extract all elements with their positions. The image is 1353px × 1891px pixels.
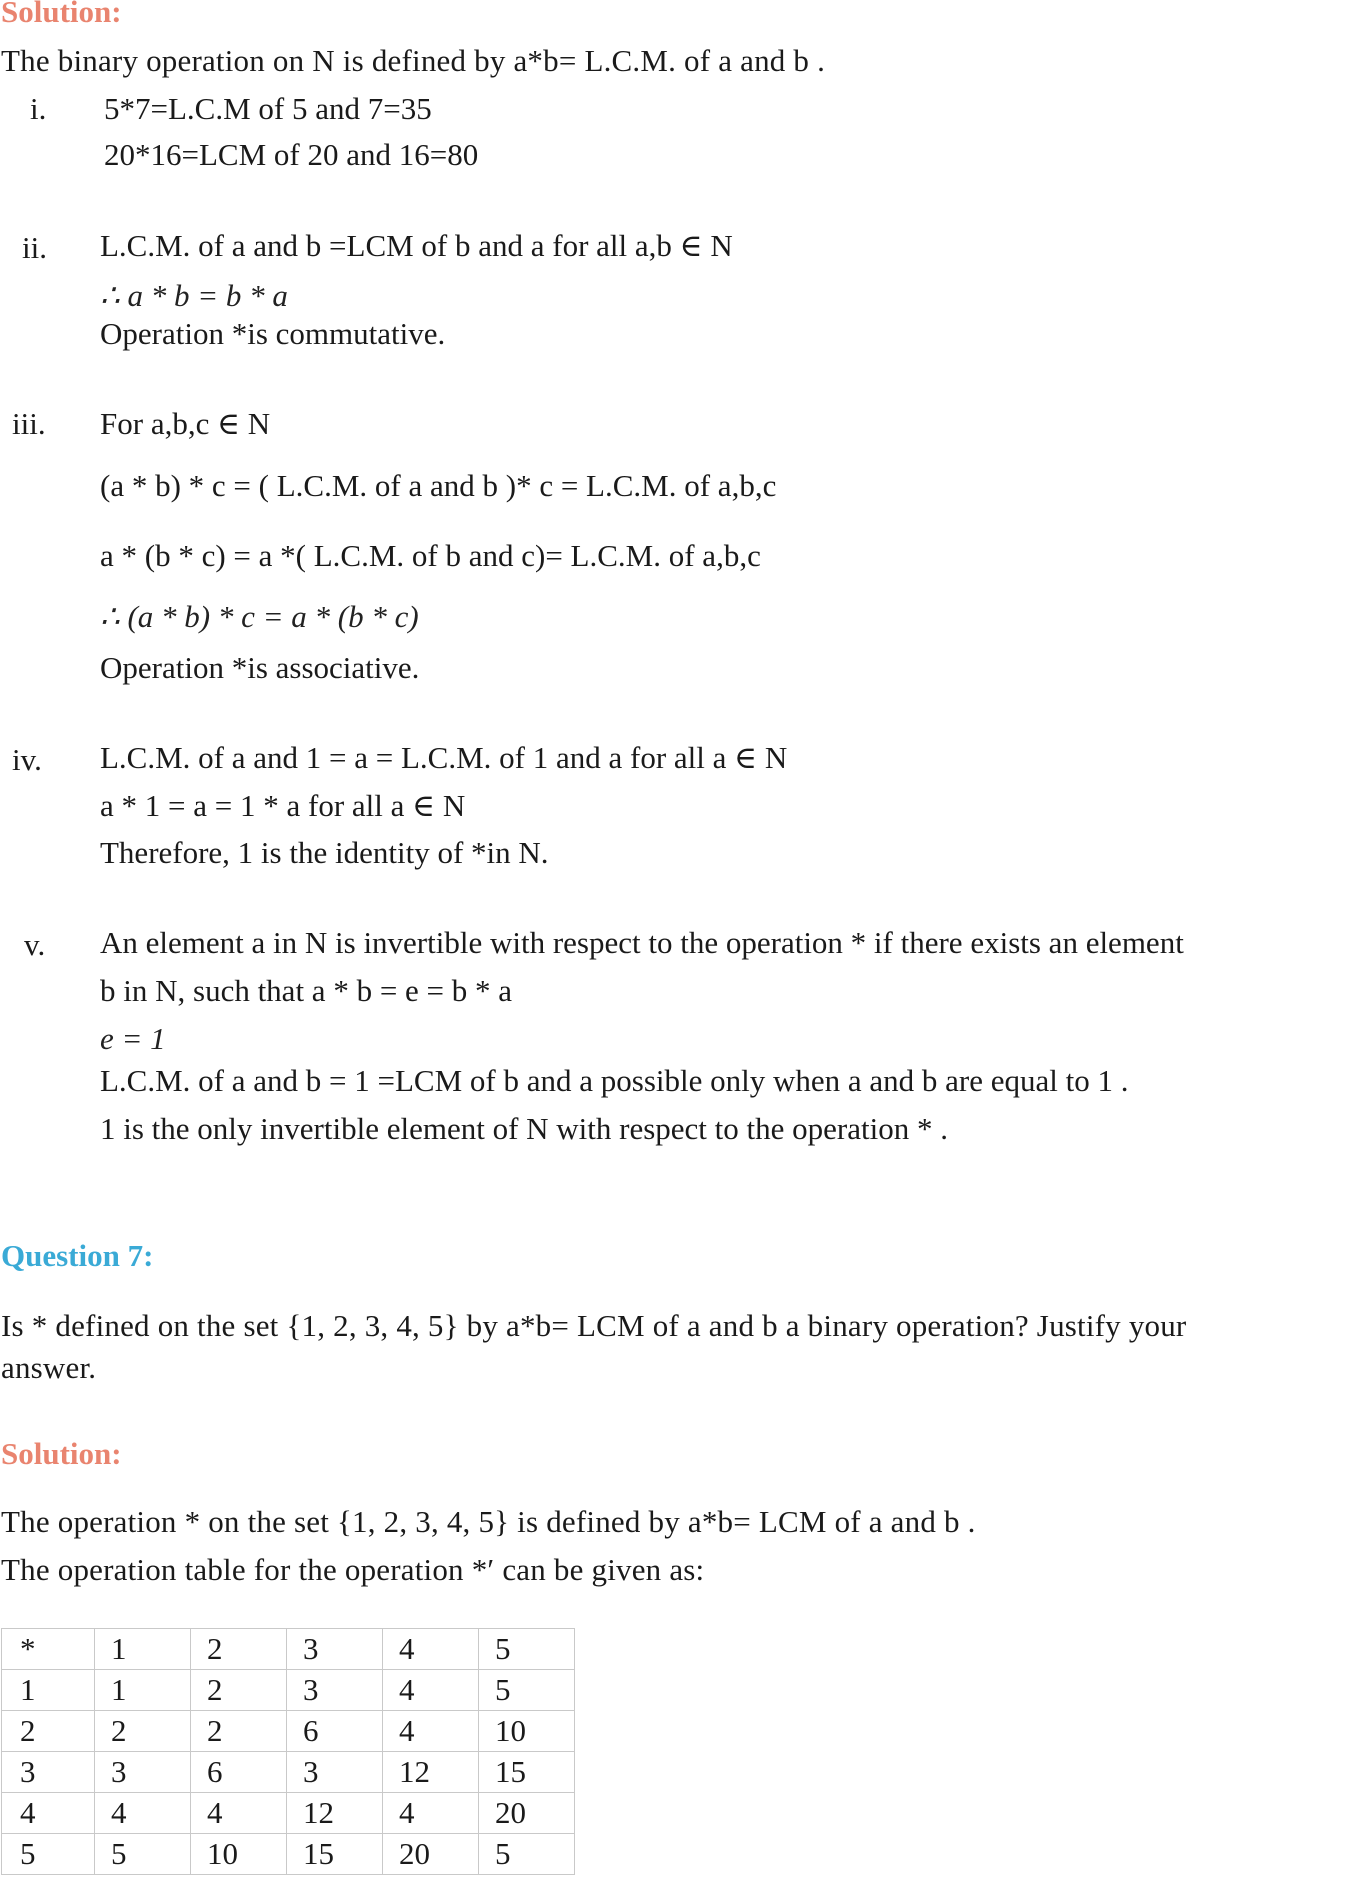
table-cell: 15: [479, 1752, 575, 1793]
part-line: 5*7=L.C.M of 5 and 7=35: [104, 91, 432, 126]
table-cell: 4: [383, 1670, 479, 1711]
part-line: L.C.M. of a and b =LCM of b and a for all a,b ∈ N: [100, 228, 733, 263]
solution-text: The operation * on the set {1, 2, 3, 4, 5} is defined by a*b= LCM of a and b .: [1, 1504, 976, 1539]
part-line: b in N, such that a * b = e = b * a: [100, 973, 513, 1008]
table-cell: 2: [95, 1711, 191, 1752]
part-line: 20*16=LCM of 20 and 16=80: [104, 137, 479, 172]
table-cell: 1: [2, 1670, 95, 1711]
table-cell: 15: [287, 1834, 383, 1875]
part-line: Operation *is associative.: [100, 650, 420, 685]
table-cell: 5: [2, 1834, 95, 1875]
table-cell: 3: [287, 1629, 383, 1670]
part-number: ii.: [22, 230, 47, 265]
table-cell: 20: [383, 1834, 479, 1875]
table-cell: 1: [95, 1670, 191, 1711]
table-cell: 3: [2, 1752, 95, 1793]
table-row: [2, 1711, 575, 1752]
table-cell: 6: [287, 1711, 383, 1752]
part-line: For a,b,c ∈ N: [100, 406, 271, 441]
table-cell: 3: [95, 1752, 191, 1793]
table-cell: 5: [479, 1834, 575, 1875]
table-row: [2, 1629, 575, 1670]
part-line: L.C.M. of a and 1 = a = L.C.M. of 1 and a for all a ∈ N: [100, 740, 788, 775]
table-cell: 6: [191, 1752, 287, 1793]
solution-intro: The binary operation on N is defined by a*b= L.C.M. of a and b .: [1, 43, 826, 78]
part-line: 1 is the only invertible element of N with respect to the operation * .: [100, 1111, 948, 1146]
table-cell: 10: [479, 1711, 575, 1752]
part-math: ∴ a * b = b * a: [100, 278, 288, 313]
table-cell: 5: [479, 1670, 575, 1711]
part-number: iii.: [12, 406, 46, 441]
question-text: answer.: [1, 1350, 97, 1385]
part-line: Therefore, 1 is the identity of *in N.: [100, 835, 549, 870]
part-line: (a * b) * c = ( L.C.M. of a and b )* c = L.C.M. of a,b,c: [100, 468, 777, 503]
table-cell: 2: [191, 1670, 287, 1711]
table-cell: 20: [479, 1793, 575, 1834]
solution-text: The operation table for the operation *′ can be given as:: [1, 1552, 705, 1587]
part-line: a * 1 = a = 1 * a for all a ∈ N: [100, 788, 466, 823]
solution-heading: Solution:: [1, 0, 122, 29]
part-line: Operation *is commutative.: [100, 316, 446, 351]
part-number: i.: [30, 91, 47, 126]
table-cell: 10: [191, 1834, 287, 1875]
table-cell: 5: [479, 1629, 575, 1670]
table-cell: 12: [287, 1793, 383, 1834]
table-cell: 2: [191, 1629, 287, 1670]
part-math: ∴ (a * b) * c = a * (b * c): [100, 599, 419, 634]
table-cell: 4: [383, 1711, 479, 1752]
part-line: An element a in N is invertible with respect to the operation * if there exists an element: [100, 925, 1184, 960]
table-cell: 2: [2, 1711, 95, 1752]
table-cell: 4: [2, 1793, 95, 1834]
solution-heading: Solution:: [1, 1436, 122, 1471]
table-cell: 2: [191, 1711, 287, 1752]
table-row: [2, 1752, 575, 1793]
operation-table: [1, 1628, 575, 1875]
table-cell: *: [2, 1629, 95, 1670]
table-cell: 4: [191, 1793, 287, 1834]
table-row: [2, 1793, 575, 1834]
part-number: v.: [24, 927, 46, 962]
table-cell: 4: [383, 1629, 479, 1670]
table-row: [2, 1834, 575, 1875]
question-text: Is * defined on the set {1, 2, 3, 4, 5} by a*b= LCM of a and b a binary operation? Justify your: [1, 1308, 1187, 1343]
table-cell: 4: [95, 1793, 191, 1834]
table-row: [2, 1670, 575, 1711]
table-cell: 1: [95, 1629, 191, 1670]
part-line: L.C.M. of a and b = 1 =LCM of b and a possible only when a and b are equal to 1 .: [100, 1063, 1129, 1098]
question-heading: Question 7:: [1, 1238, 154, 1273]
table-cell: 4: [383, 1793, 479, 1834]
table-cell: 5: [95, 1834, 191, 1875]
table-cell: 3: [287, 1752, 383, 1793]
part-number: iv.: [12, 742, 42, 777]
part-math: e = 1: [100, 1021, 166, 1056]
table-cell: 12: [383, 1752, 479, 1793]
table-cell: 3: [287, 1670, 383, 1711]
part-line: a * (b * c) = a *( L.C.M. of b and c)= L.C.M. of a,b,c: [100, 538, 761, 573]
